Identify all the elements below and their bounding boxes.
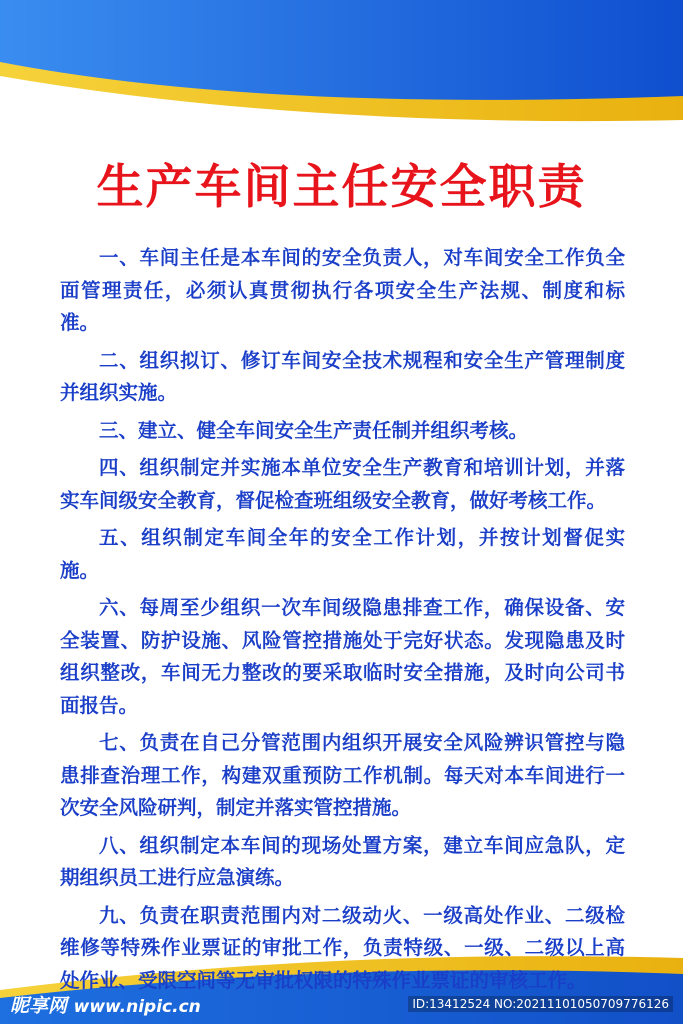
watermark-logo xyxy=(10,991,201,1018)
duties-list xyxy=(60,242,625,1002)
duty-paragraph: 四、组织制定并实施本单位安全生产教育和培训计划，并落实车间级安全教育，督促检查班组级安全教育，做好考核工作。 xyxy=(60,456,625,512)
watermark-brand: 昵享网 xyxy=(10,995,68,1017)
duty-paragraph: 一、车间主任是本车间的安全负责人，对车间安全工作负全面管理责任，必须认真贯彻执行各项安全生产法规、制度和标准。 xyxy=(60,246,625,334)
duty-paragraph: 七、负责在自己分管范围内组织开展安全风险辨识管控与隐患排查治理工作，构建双重预防工作机制。每天对本车间进行一次安全风险研判，制定并落实管控措施。 xyxy=(60,731,625,819)
duty-paragraph: 二、组织拟订、修订车间安全技术规程和安全生产管理制度并组织实施。 xyxy=(60,348,625,404)
duty-paragraph: 八、组织制定本车间的现场处置方案，建立车间应急队，定期组织员工进行应急演练。 xyxy=(60,833,625,889)
duty-paragraph: 九、负责在职责范围内对二级动火、一级高处作业、二级检维修等特殊作业票证的审批工作，负责特级、一级、二级以上高处作业、受限空间等无审批权限的特殊作业票证的审核工作。 xyxy=(60,903,625,992)
duty-paragraph: 三、建立、健全车间安全生产责任制并组织考核。 xyxy=(99,418,529,442)
watermark-site: www.nipic.cn xyxy=(73,997,201,1017)
duty-paragraph: 五、组织制定车间全年的安全工作计划，并按计划督促实施。 xyxy=(60,526,625,582)
poster-title: 生产车间主任安全职责 xyxy=(96,160,587,215)
duty-paragraph: 六、每周至少组织一次车间级隐患排查工作，确保设备、安全装置、防护设施、风险管控措施处于完好状态。发现隐患及时组织整改，车间无力整改的要采取临时安全措施，及时向公司书面报告。 xyxy=(60,596,625,717)
image-id-label: ID:13412524 NO:20211101050709776126 xyxy=(408,996,673,1012)
